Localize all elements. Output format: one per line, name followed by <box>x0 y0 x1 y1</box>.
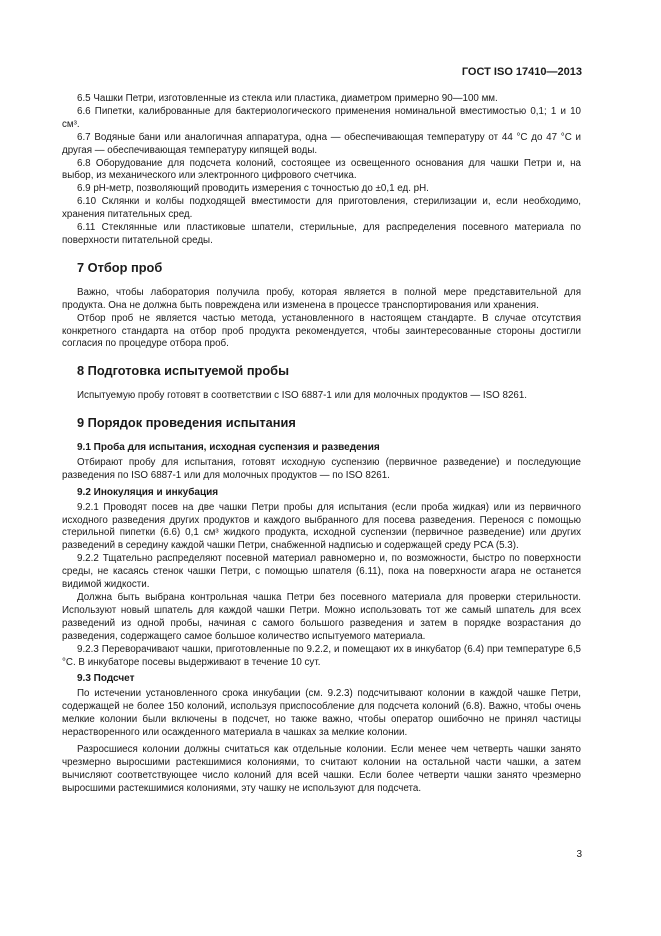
item-6-9: 6.9 рН-метр, позволяющий проводить измерения с точностью до ±0,1 ед. рН. <box>77 183 429 195</box>
item-6-7: 6.7 Водяные бани или аналогичная аппаратура, одна — обеспечивающая температуру от 44 °С до 47 °С и другая — обеспечивающая температуру кипящей воды. <box>62 131 581 156</box>
item-6-6: 6.6 Пипетки, калиброванные для бактериологического применения номинальной вместимостью 0,1; 1 и 10 см³. <box>62 105 581 130</box>
section-8-paragraph-1: Испытуемую пробу готовят в соответствии с ISO 6887-1 или для молочных продуктов — ISO 8261. <box>77 390 528 402</box>
subsection-9-1-paragraph: Отбирают пробу для испытания, готовят исходную суспензию (первичное разведение) и последующие разведения по ISO 6887-1 или для молочных продуктов — по ISO 8261. <box>62 456 581 481</box>
item-6-11: 6.11 Стеклянные или пластиковые шпатели, стерильные, для распределения посевного материала по поверхности питательной среды. <box>62 222 581 246</box>
page-number: 3 <box>576 849 582 860</box>
subsection-9-3-heading: 9.3 Подсчет <box>77 673 135 685</box>
item-6-5: 6.5 Чашки Петри, изготовленные из стекла или пластика, диаметром примерно 90—100 мм. <box>77 93 498 104</box>
clause-9-2-1: 9.2.1 Проводят посев на две чашки Петри пробы для испытания (если проба жидкая) или из первичного исходного разведения других продуктов и каждого выбранного для посева разведения. Перенося с помощью стерильной пипетки (6.6) 0,1 см³ жидкого продукта, исходной суспензии (первичное разведение) или других разведений в середину каждой чашки Петри, снабженной надписью и содержащей среду PCA (5.3). <box>62 501 581 552</box>
subsection-9-3-paragraph-2: Разросшиеся колонии должны считаться как отдельные колонии. Если менее чем четверть чашки занято чрезмерно выросшими растекшимися колониями, то считают колонии на остальной части чашки, а затем вычисляют соответствующее число колоний для всей чашки. Если более четверти чашки занято чрезмерно выросшими растекшимися колониями, эту чашку не используют для подсчета. <box>62 743 581 794</box>
section-9-heading: 9 Порядок проведения испытания <box>77 415 296 431</box>
subsection-9-3-paragraph-1: По истечении установленного срока инкубации (см. 9.2.3) подсчитывают колонии в каждой чашке Петри, содержащей не более 150 колоний, используя приспособление для подсчета колоний (6.8). Важно, чтобы очень мелкие колонии были включены в подсчет, но также важно, чтобы оператор ошибочно не принял частицы нерастворенного или осажденного материала в чашках за мелкие колонии. <box>62 688 581 739</box>
item-6-8: 6.8 Оборудование для подсчета колоний, состоящее из освещенного основания для чашки Петри и, на выбор, из механического или электронного цифрового счетчика. <box>62 157 581 182</box>
section-8-heading: 8 Подготовка испытуемой пробы <box>77 363 290 379</box>
subsection-9-1-heading: 9.1 Проба для испытания, исходная суспензия и разведения <box>77 442 380 454</box>
clause-9-2-2: 9.2.2 Тщательно распределяют посевной материал равномерно и, по возможности, быстро по поверхности среды, не касаясь стенок чашки Петри, с помощью шпателя (6.11), пока на поверхности агара не останется видимой жидкости. <box>62 553 581 591</box>
section-7-paragraph-2: Отбор проб не является частью метода, установленного в настоящем стандарте. В случае отсутствия конкретного стандарта на отбор проб продукта рекомендуется, чтобы заинтересованные стороны достигли согласия по процедуре отбора проб. <box>62 312 581 350</box>
item-6-10: 6.10 Склянки и колбы подходящей вместимости для приготовления, стерилизации и, если необходимо, хранения питательных сред. <box>62 196 581 221</box>
document-header: ГОСТ ISO 17410—2013 <box>461 66 582 78</box>
document-body <box>62 93 581 796</box>
section-7-heading: 7 Отбор проб <box>77 259 163 275</box>
section-7-paragraph-1: Важно, чтобы лаборатория получила пробу, которая является в полной мере представительной для продукта. Она не должна быть повреждена или изменена в процессе транспортирования или хранения. <box>62 286 581 311</box>
clause-9-2-2-paragraph-2: Должна быть выбрана контрольная чашка Петри без посевного материала для проверки стерильности. Используют новый шпатель для каждой чашки Петри. Можно использовать тот же самый шпатель для всех разведений из одной пробы, начиная с самого большого разведения и затем в порядке возрастания до разведения, содержащего самое большое количество испытуемого материала. <box>62 592 581 642</box>
clause-9-2-3: 9.2.3 Переворачивают чашки, приготовленные по 9.2.2, и помещают их в инкубатор (6.4) при температуре 6,5 °С. В инкубаторе посевы выдерживают в течение 10 сут. <box>62 643 581 668</box>
subsection-9-2-heading: 9.2 Инокуляция и инкубация <box>77 486 219 498</box>
